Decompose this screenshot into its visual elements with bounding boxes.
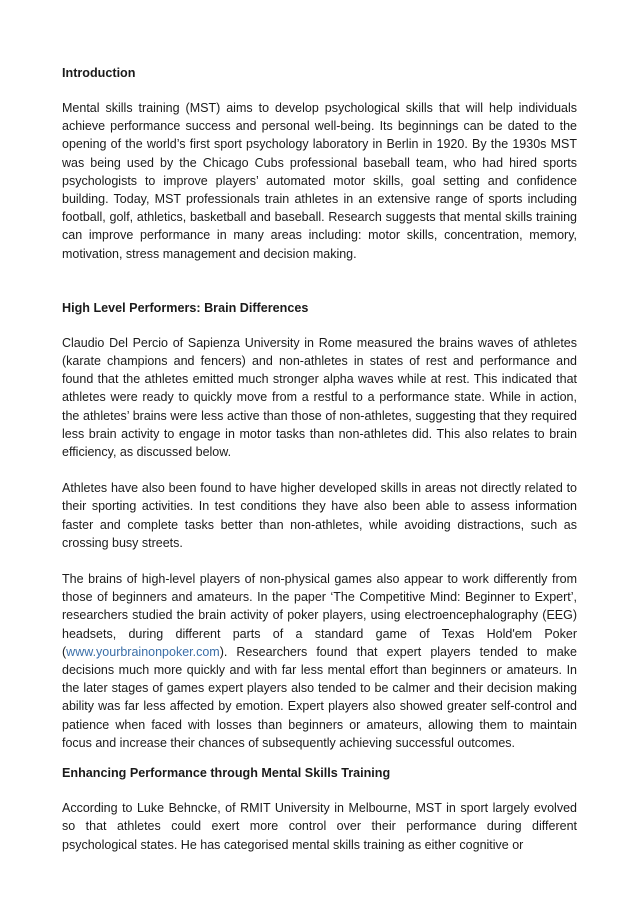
paragraph-introduction: Mental skills training (MST) aims to develop psychological skills that will help individuals achieve performance success and personal well-being. Its beginnings can be dated to the opening of the world’s first sport psychology laboratory in Berlin in 1920. By the 1930s MST was being used by the Chicago Cubs professional baseball team, who had hired sports psychologists to improve players’ automated motor skills, goal setting and confidence building. Today, MST professionals train athletes in an extensive range of sports including football, golf, athletics, basketball and baseball. Research suggests that mental skills training can improve performance in many areas including: motor skills, concentration, memory, motivation, stress management and decision making. (62, 101, 577, 261)
paragraph-athletes-skills: Athletes have also been found to have higher developed skills in areas not directly related to their sporting activities. In test conditions they have also been able to assess information faster and complete tasks better than non-athletes, while avoiding distractions, such as crossing busy streets. (62, 481, 577, 550)
poker-text-after-link: ). Researchers found that expert players tended to make decisions much more quickly and with far less mental effort than beginners or amateurs. In the later stages of games expert players also tended to be calmer and their decision making ability was far less affected by emotion. Expert players also showed greater self-control and patience when faced with losses than beginners or amateurs, allowing them to maintain focus and increase their chances of subsequently achieving successful outcomes. (62, 644, 577, 750)
heading-enhancing-performance: Enhancing Performance through Mental Skills Training (62, 766, 391, 781)
heading-introduction: Introduction (62, 66, 136, 80)
poker-website-link[interactable]: www.yourbrainonpoker.com (66, 644, 220, 659)
paragraph-behncke: According to Luke Behncke, of RMIT University in Melbourne, MST in sport largely evolved so that athletes could exert more control over their performance during different psychological states. He has categorised mental skills training as either cognitive or (62, 801, 577, 852)
document-page (62, 64, 577, 854)
heading-brain-differences: High Level Performers: Brain Differences (62, 300, 309, 315)
paragraph-del-percio: Claudio Del Percio of Sapienza University in Rome measured the brains waves of athletes (karate champions and fencers) and non-athletes in states of rest and performance and found that the athletes emitted much stronger alpha waves while at rest. This indicated that athletes were ready to quickly move from a restful to a performance state. While in action, the athletes’ brains were less active than those of non-athletes, suggesting that they required less brain activity to engage in motor tasks than non-athletes did. This also relates to brain efficiency, as discussed below. (62, 335, 577, 460)
paragraph-poker-players (62, 570, 577, 752)
poker-text-before-link: The brains of high-level players of non-physical games also appear to work differently from those of beginners and amateurs. In the paper ‘The Competitive Mind: Beginner to Expert’, researchers studied the brain activity of poker players, using electroencephalography (EEG) headsets, during different parts of a standard game of Texas Hold'em Poker ( (62, 572, 577, 659)
